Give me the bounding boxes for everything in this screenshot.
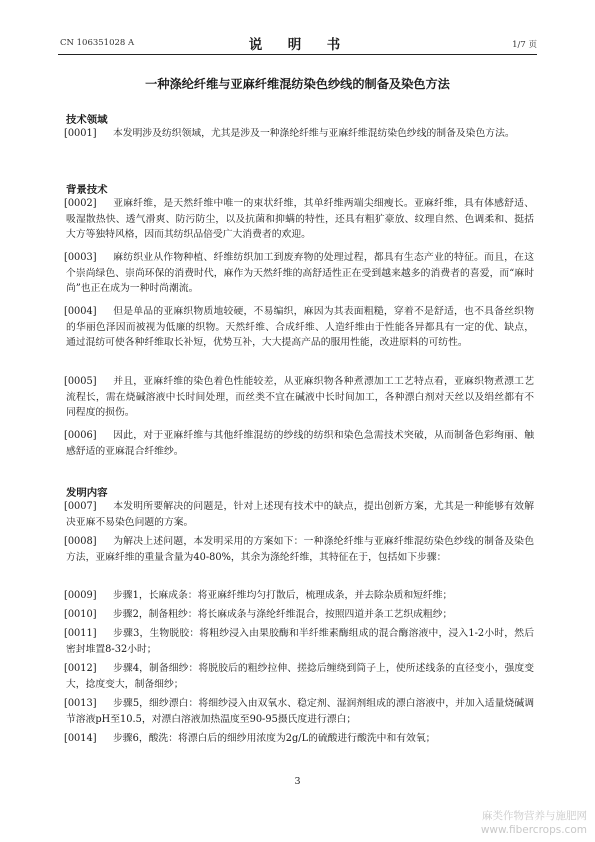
paragraph-number: [0002] <box>64 198 97 209</box>
paragraph-text: 并且，亚麻纤维的染色着色性能较差，从亚麻织物各种煮漂加工工艺特点看，亚麻织物煮漂工艺流程长，需在烧碱溶液中长时间处理，而丝类不宜在碱液中长时间加工，各种漂白剂对天丝以及绢丝都有不同程度的损伤。 <box>66 376 534 419</box>
paragraph-0011 <box>66 626 534 657</box>
section-heading-tech-field: 技术领域 <box>66 114 108 126</box>
paragraph-text: 步骤4，制备细纱：将脱胶后的粗纱拉伸、搓捻后缠绕到筒子上，使所述线条的直径变小，强度变大，捻度变大，制备细纱； <box>66 663 534 690</box>
header-page-reference: 1/7 页 <box>512 40 537 50</box>
paragraph-text: 为解决上述问题，本发明采用的方案如下：一种涤纶纤维与亚麻纤维混纺染色纱线的制备及染色方法，亚麻纤维的重量含量为40-80%，其余为涤纶纤维，其特征在于，包括如下步骤： <box>66 536 534 563</box>
paragraph-0010 <box>66 607 534 623</box>
paragraph-number: [0006] <box>64 430 97 441</box>
paragraph-number: [0007] <box>64 501 97 512</box>
paragraph-0004 <box>66 304 534 351</box>
section-heading-background: 背景技术 <box>66 184 108 196</box>
paragraph-text: 亚麻纤维，是天然纤维中唯一的束状纤维，其单纤维两端尖细瘦长。亚麻纤维，具有体感舒适、吸湿散热快、透气滑爽、防污防尘，以及抗菌和抑螨的特性，还具有粗犷豪放、纹理自然、色调柔和、挺括大方等独特风格，因而其纺织品倍受广大消费者的欢迎。 <box>66 198 534 241</box>
paragraph-0002 <box>66 196 534 243</box>
page-number: 3 <box>294 776 301 787</box>
header-document-type: 说 明 书 <box>248 37 347 53</box>
document-title: 一种涤纶纤维与亚麻纤维混纺染色纱线的制备及染色方法 <box>145 77 450 91</box>
paragraph-number: [0001] <box>64 128 97 139</box>
paragraph-text: 步骤3，生物脱胶：将粗纱浸入由果胶酶和半纤维素酶组成的混合酶溶液中，浸入1-2小时，然后密封堆置8-32小时； <box>66 628 534 655</box>
paragraph-text: 本发明所要解决的问题是，针对上述现有技术中的缺点，提出创新方案，尤其是一种能够有效解决亚麻不易染色问题的方案。 <box>66 501 534 528</box>
header-publication-number: CN 106351028 A <box>60 38 135 48</box>
paragraph-number: [0009] <box>64 590 97 601</box>
paragraph-text: 步骤5，细纱漂白：将细纱浸入由双氧水、稳定剂、湿润剂组成的漂白溶液中，并加入适量烧碱调节溶液pH至10.5，对漂白溶液加热温度至90-95摄氏度进行漂白； <box>66 698 534 725</box>
paragraph-number: [0010] <box>64 609 97 620</box>
paragraph-text: 但是单品的亚麻织物质地较硬，不易编织，麻因为其表面粗糙，穿着不是舒适，也不具备丝织物的华丽色泽因而被视为低廉的织物。天然纤维、合成纤维、人造纤维由于性能各异都具有一定的优、缺点，通过混纺可使各种纤维取长补短，优势互补，大大提高产品的服用性能，改进原料的可纺性。 <box>66 306 534 349</box>
paragraph-0008 <box>66 534 534 565</box>
paragraph-0014 <box>66 731 534 747</box>
site-watermark <box>481 809 587 837</box>
section-heading-summary: 发明内容 <box>66 487 108 499</box>
paragraph-text: 步骤6，酸洗：将漂白后的细纱用浓度为2g/L的硫酸进行酸洗中和有效氧； <box>113 733 436 744</box>
watermark-site-url: www.fibercrops.com <box>480 824 587 836</box>
paragraph-0003 <box>66 250 534 297</box>
paragraph-number: [0014] <box>64 733 97 744</box>
paragraph-number: [0013] <box>64 698 97 709</box>
paragraph-0007 <box>66 499 534 530</box>
paragraph-text: 步骤2，制备粗纱：将长麻成条与涤纶纤维混合，按照四道并条工艺织成粗纱； <box>113 609 453 620</box>
paragraph-text: 步骤1，长麻成条：将亚麻纤维均匀打散后，梳理成条，并去除杂质和短纤维； <box>113 590 453 601</box>
paragraph-0012 <box>66 661 534 692</box>
paragraph-number: [0003] <box>64 252 97 263</box>
watermark-site-name: 麻类作物营养与施肥网 <box>482 810 587 822</box>
paragraph-number: [0012] <box>64 663 97 674</box>
paragraph-0013 <box>66 696 534 727</box>
paragraph-0006 <box>66 428 534 459</box>
header-rule <box>58 54 537 55</box>
paragraph-text: 因此，对于亚麻纤维与其他纤维混纺的纱线的纺织和染色急需技术突破，从而制备色彩绚丽、触感舒适的亚麻混合纤维纱。 <box>66 430 534 457</box>
paragraph-number: [0011] <box>64 628 97 639</box>
paragraph-number: [0004] <box>64 306 97 317</box>
paragraph-number: [0008] <box>64 536 97 547</box>
paragraph-text: 麻纺织业从作物种植、纤维纺织加工到废弃物的处理过程，都具有生态产业的特征。而且，在这个崇尚绿色、崇尚环保的消费时代，麻作为天然纤维的高舒适性正在受到越来越多的消费者的喜爱，而“麻时尚”也正在成为一种时尚潮流。 <box>66 252 534 295</box>
paragraph-number: [0005] <box>64 376 97 387</box>
paragraph-0005 <box>66 374 534 421</box>
paragraph-text: 本发明涉及纺织领域，尤其是涉及一种涤纶纤维与亚麻纤维混纺染色纱线的制备及染色方法。 <box>113 128 515 139</box>
paragraph-0009 <box>66 588 534 604</box>
paragraph-0001 <box>66 126 534 142</box>
